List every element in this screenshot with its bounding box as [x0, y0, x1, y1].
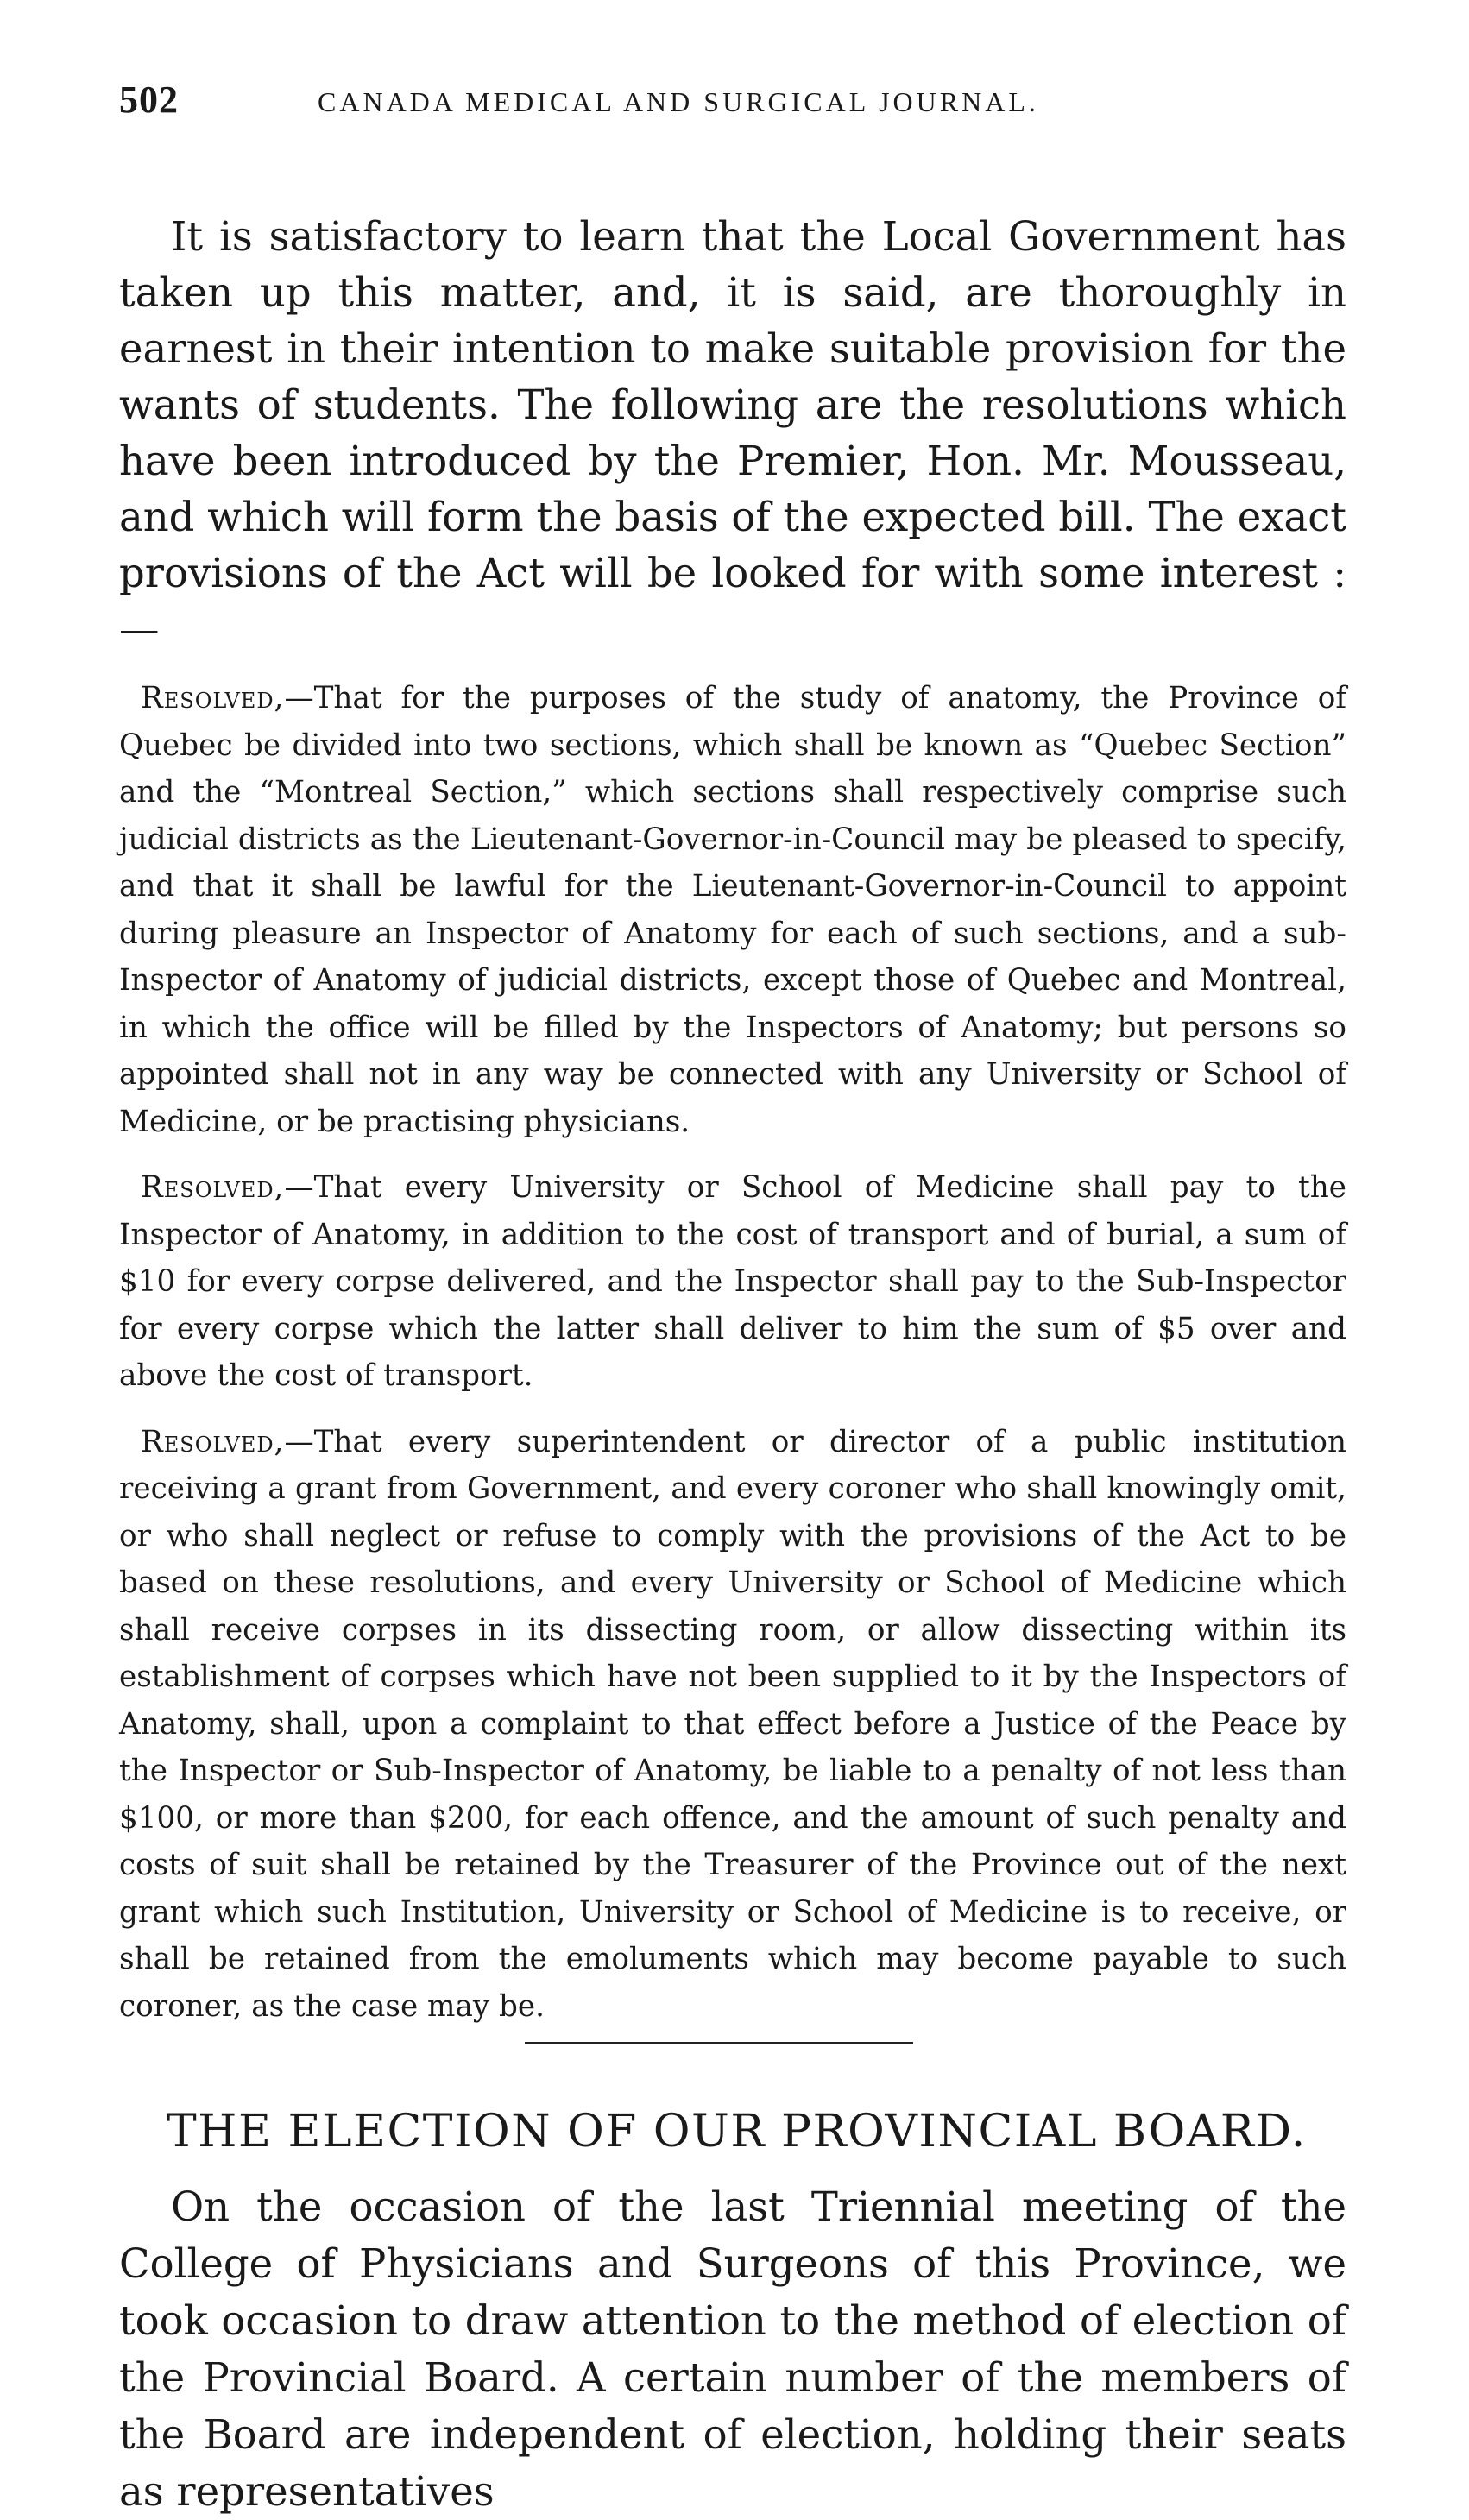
section-heading: THE ELECTION OF OUR PROVINCIAL BOARD.	[167, 2106, 1307, 2158]
resolution-text: —That every superintendent or director of a public institution receiving a grant from Government, and every coroner who shall knowingly omit, or who shall neglect or refuse to comply with the provisions of the Act to be based on these resolutions, and every University or School of Medicine which shall receive corpses in its dissecting room, or allow dissecting within its establishment of corpses which have not been supplied to it by the Inspectors of Anatomy, shall, upon a complaint to that effect before a Justice of the Peace by the Inspector or Sub-Inspector of Anatomy, be liable to a penalty of not less than $100, or more than $200, for each offence, and the amount of such penalty and costs of suit shall be retained by the Treasurer of the Province out of the next grant which such Institution, University or School of Medicine is to receive, or shall be retained from the emoluments which may become payable to such coroner, as the case may be.	[119, 1424, 1346, 2024]
resolution-text: —That every University or School of Medicine shall pay to the Inspector of Anatomy, in addition to the cost of transport and of burial, a sum of $10 for every corpse delivered, and the Inspector shall pay to the Sub-Inspector for every corpse which the latter shall deliver to him the sum of $5 over and above the cost of transport.	[119, 1170, 1346, 1393]
intro-text: It is satisfactory to learn that the Local Government has taken up this matter, and, it is said, are thoroughly in earnest in their intention to make suitable provision for the wants of students. The following are the resolutions which have been introduced by the Premier, Hon. Mr. Mousseau, and which will form the basis of the expected bill. The exact provisions of the Act will be looked for with some interest :—	[119, 213, 1346, 652]
section-paragraph: On the occasion of the last Triennial meeting of the College of Physicians and Surgeons of this Province, we took occasion to draw attention to the method of election of the Provincial Board. A certain number of the members of the Board are independent of election, holding their seats as representatives	[119, 2183, 1346, 2515]
journal-title: CANADA MEDICAL AND SURGICAL JOURNAL.	[318, 86, 1039, 117]
section-divider	[525, 2042, 913, 2044]
running-head	[119, 78, 1346, 129]
resolution-text: —That for the purposes of the study of anatomy, the Province of Quebec be divided into two sections, which shall be known as “Quebec Section” and the “Montreal Section,” which sections shall respectively comprise such judicial districts as the Lieutenant-Governor-in-Council may be pleased to specify, and that it shall be lawful for the Lieutenant-Governor-in-Council to appoint during pleasure an Inspector of Anatomy for each of such sections, and a sub-Inspector of Anatomy of judicial districts, except those of Quebec and Montreal, in which the office will be filled by the Inspectors of Anatomy; but persons so appointed shall not in any way be connected with any University or School of Medicine, or be practising physicians.	[119, 681, 1346, 1139]
resolution-item	[119, 675, 1346, 1145]
resolution-lead: Resolved,	[141, 1424, 285, 1459]
resolution-lead: Resolved,	[141, 681, 285, 715]
resolution-lead: Resolved,	[141, 1170, 285, 1205]
resolutions-list	[119, 675, 1346, 2030]
journal-page	[119, 78, 1346, 2520]
section-body	[119, 2178, 1346, 2520]
resolution-item	[119, 1419, 1346, 2031]
page-number: 502	[119, 79, 179, 121]
intro-paragraph	[119, 209, 1346, 658]
resolution-item	[119, 1164, 1346, 1400]
